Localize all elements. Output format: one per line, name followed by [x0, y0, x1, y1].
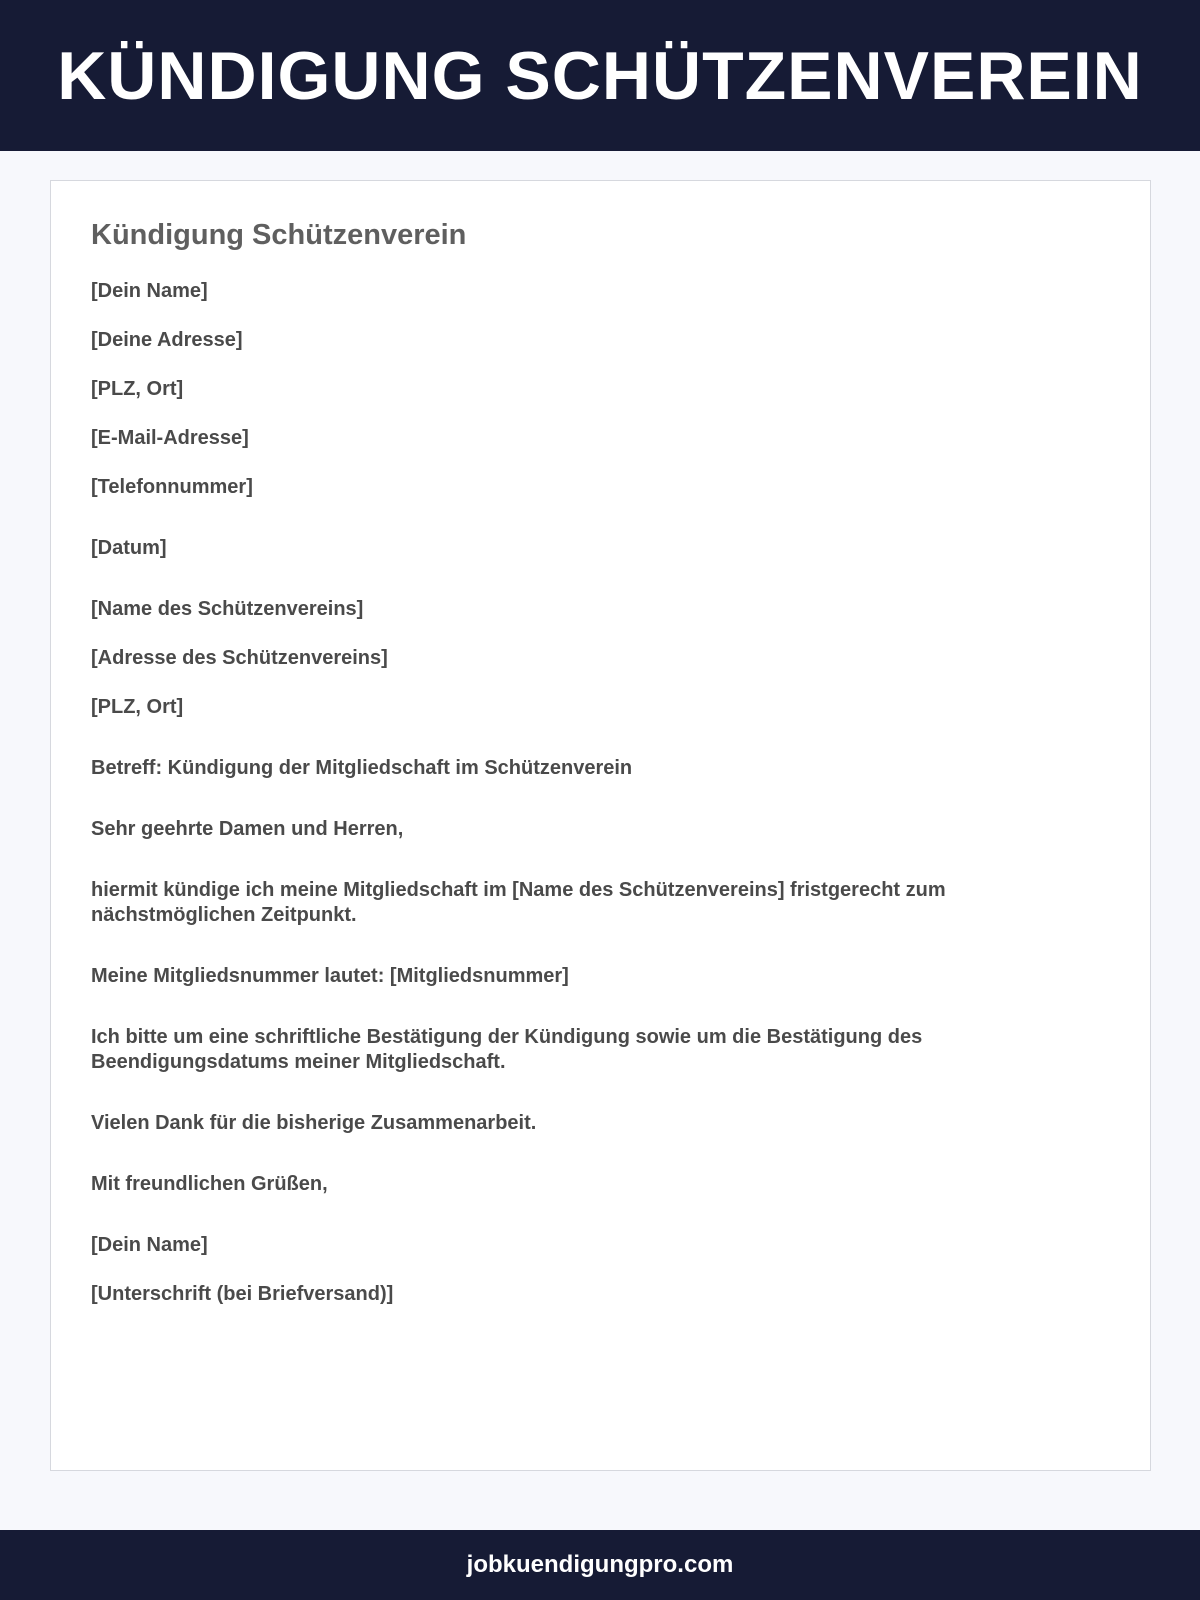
sender-city: [PLZ, Ort] [91, 378, 184, 400]
document-title: Kündigung Schützenverein [91, 219, 467, 251]
page-header [0, 0, 1200, 151]
letter-paragraph: hiermit kündige ich meine Mitgliedschaft im [Name des Schützenvereins] fristgerecht zum nächstmöglichen Zeitpunkt. [91, 879, 946, 926]
recipient-name: [Name des Schützenvereins] [91, 598, 364, 620]
letter-salutation: Sehr geehrte Damen und Herren, [91, 818, 404, 840]
sender-name: [Dein Name] [91, 280, 208, 302]
signature-name: [Dein Name] [91, 1234, 208, 1256]
sender-phone: [Telefonnummer] [91, 476, 253, 498]
letter-paragraph: Ich bitte um eine schriftliche Bestätigung der Kündigung sowie um die Bestätigung des Beendigungsdatums meiner Mitgliedschaft. [91, 1026, 923, 1073]
sender-address: [Deine Adresse] [91, 329, 243, 351]
recipient-city: [PLZ, Ort] [91, 696, 184, 718]
letter-closing: Mit freundlichen Grüßen, [91, 1173, 328, 1195]
letter-subject: Betreff: Kündigung der Mitgliedschaft im Schützenverein [91, 757, 633, 779]
page-title: KÜNDIGUNG SCHÜTZENVEREIN [57, 37, 1143, 114]
footer-site: jobkuendigungpro.com [466, 1551, 734, 1578]
sender-email: [E-Mail-Adresse] [91, 427, 249, 449]
signature-line: [Unterschrift (bei Briefversand)] [91, 1283, 394, 1305]
letter-date: [Datum] [91, 537, 167, 559]
page-footer [0, 1530, 1200, 1600]
letter-paragraph: Meine Mitgliedsnummer lautet: [Mitgliedsnummer] [91, 965, 569, 987]
letter-card [50, 180, 1151, 1471]
recipient-address: [Adresse des Schützenvereins] [91, 647, 388, 669]
letter-paragraph: Vielen Dank für die bisherige Zusammenarbeit. [91, 1112, 537, 1134]
